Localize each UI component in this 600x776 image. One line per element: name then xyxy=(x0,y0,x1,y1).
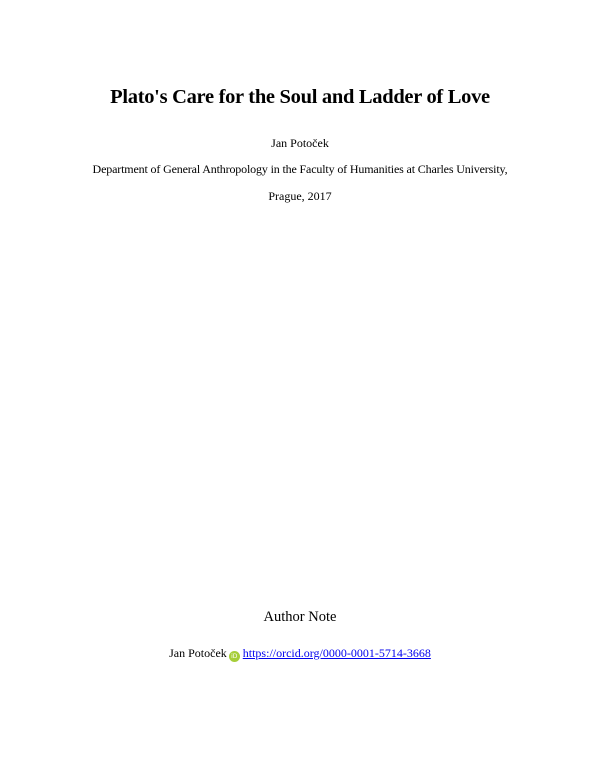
orcid-icon[interactable]: iD xyxy=(229,651,240,662)
author-note-name: Jan Potoček xyxy=(169,646,227,660)
author-note-line xyxy=(0,646,600,662)
author-affiliation: Department of General Anthropology in the Faculty of Humanities at Charles University, xyxy=(92,162,508,176)
place-date: Prague, 2017 xyxy=(268,189,332,203)
author-name: Jan Potoček xyxy=(271,136,329,150)
author-note-heading: Author Note xyxy=(263,609,337,625)
paper-title: Plato's Care for the Soul and Ladder of Love xyxy=(110,86,490,108)
orcid-link[interactable]: https://orcid.org/0000-0001-5714-3668 xyxy=(242,646,431,660)
